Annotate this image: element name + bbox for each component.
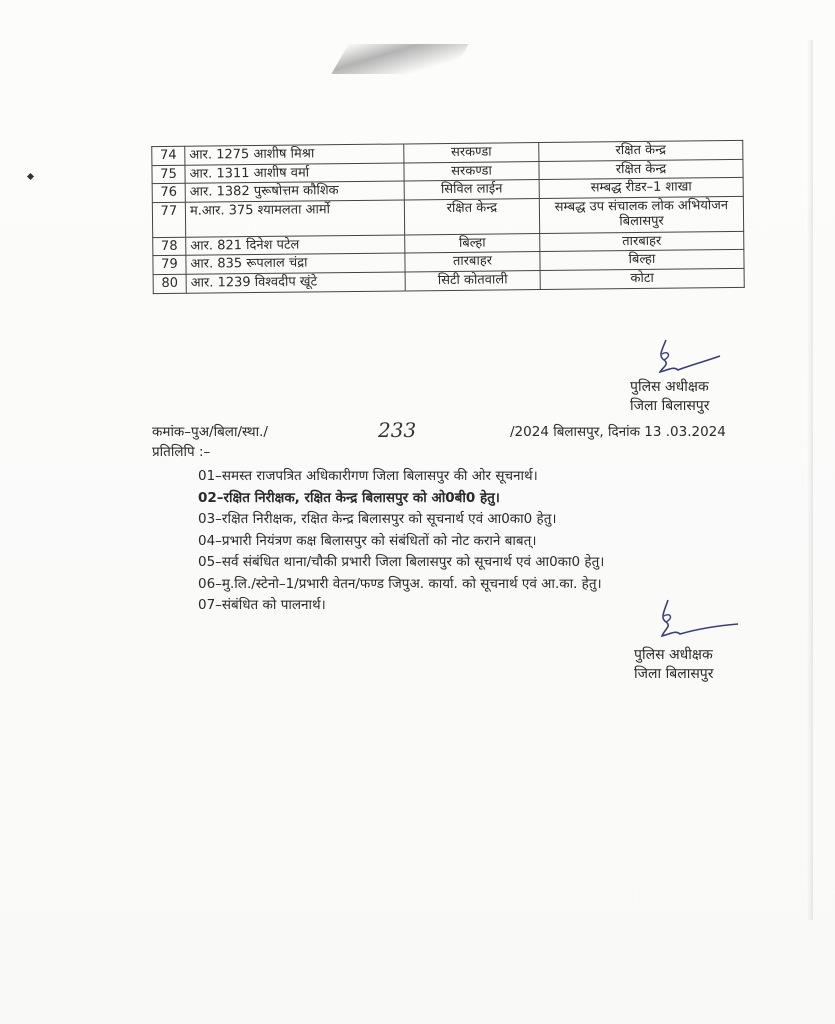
list-item: 02–रक्षित निरीक्षक, रक्षित केन्द्र बिलासपुर को ओ0बी0 हेतु।: [198, 489, 500, 506]
from-cell: सिविल लाईन: [404, 180, 539, 200]
serial-cell: 74: [152, 146, 185, 165]
to-cell: बिल्हा: [540, 250, 744, 271]
page-edge-shadow: [807, 40, 813, 920]
order-date: /2024 बिलासपुर, दिनांक 13 .03.2024: [510, 424, 726, 440]
signature-2: [648, 596, 744, 644]
copy-label: प्रतिलिपि :–: [152, 444, 211, 460]
list-item: 01–समस्त राजपत्रित अधिकारीगण जिला बिलासपुर की ओर सूचनार्थ।: [198, 468, 538, 484]
serial-cell: 75: [152, 165, 185, 184]
name-cell: आर. 1275 आशीष मिश्रा: [185, 144, 404, 165]
name-cell: आर. 835 रूपलाल चंद्रा: [186, 253, 405, 274]
to-cell: सम्बद्ध रीडर–1 शाखा: [539, 178, 743, 199]
signature-1: [648, 336, 728, 382]
signatory-place: जिला बिलासपुर: [634, 665, 714, 682]
scan-mark: [27, 173, 34, 180]
order-prefix: कमांक–पुअ/बिला/स्था./: [152, 424, 268, 440]
name-cell: आर. 1382 पुरूषोत्तम कौशिक: [185, 181, 404, 202]
serial-cell: 77: [152, 202, 185, 237]
from-cell: सिटी कोतवाली: [405, 271, 540, 291]
from-cell: तारबाहर: [405, 252, 540, 272]
list-item: 04–प्रभारी नियंत्रण कक्ष बिलासपुर को संबंधितों को नोट कराने बाबत्।: [198, 532, 537, 549]
name-cell: आर. 1311 आशीष वर्मा: [185, 163, 404, 184]
serial-cell: 78: [153, 237, 186, 256]
signatory-title: पुलिस अधीक्षक: [630, 379, 709, 395]
from-cell: सरकण्डा: [404, 143, 539, 163]
name-cell: आर. 821 दिनेश पटेल: [186, 235, 405, 256]
name-cell: आर. 1239 विश्वदीप खूंटे: [186, 272, 405, 293]
name-cell: म.आर. 375 श्यामलता आर्मो: [185, 200, 404, 237]
from-cell: सरकण्डा: [404, 161, 539, 181]
transfer-table: [151, 140, 745, 294]
serial-cell: 79: [153, 256, 186, 275]
from-cell: बिल्हा: [405, 233, 540, 253]
list-item: 05–सर्व संबंधित थाना/चौकी प्रभारी जिला बिलासपुर को सूचनार्थ एवं आ0का0 हेतु।: [198, 554, 605, 570]
list-item: 07–संबंधित को पालनार्थ।: [198, 597, 326, 613]
from-cell: रक्षित केन्द्र: [404, 198, 539, 234]
to-cell: रक्षित केन्द्र: [539, 140, 743, 161]
scan-smudge: [331, 44, 468, 74]
copy-list: [198, 466, 738, 617]
serial-cell: 80: [153, 274, 186, 293]
list-item: 06–मु.लि./स्टेनो–1/प्रभारी वेतन/फण्ड जिपुअ. कार्या. को सूचनार्थ एवं आ.का. हेतु।: [198, 575, 602, 592]
signatory-place: जिला बिलासपुर: [630, 397, 710, 414]
to-cell: रक्षित केन्द्र: [539, 159, 743, 180]
serial-cell: 76: [152, 183, 185, 202]
order-reference: [152, 418, 752, 446]
to-cell: कोटा: [540, 268, 744, 289]
signatory-title: पुलिस अधीक्षक: [634, 647, 713, 663]
order-number: 233: [378, 418, 417, 442]
list-item: 03–रक्षित निरीक्षक, रक्षित केन्द्र बिलासपुर को सूचनार्थ एवं आ0का0 हेतु।: [198, 511, 557, 527]
signature-2-block: [634, 646, 713, 684]
to-cell: तारबाहर: [540, 231, 744, 252]
to-cell: सम्बद्ध उप संचालक लोक अभियोजन बिलासपुर: [539, 196, 743, 233]
signature-1-block: [630, 378, 709, 416]
